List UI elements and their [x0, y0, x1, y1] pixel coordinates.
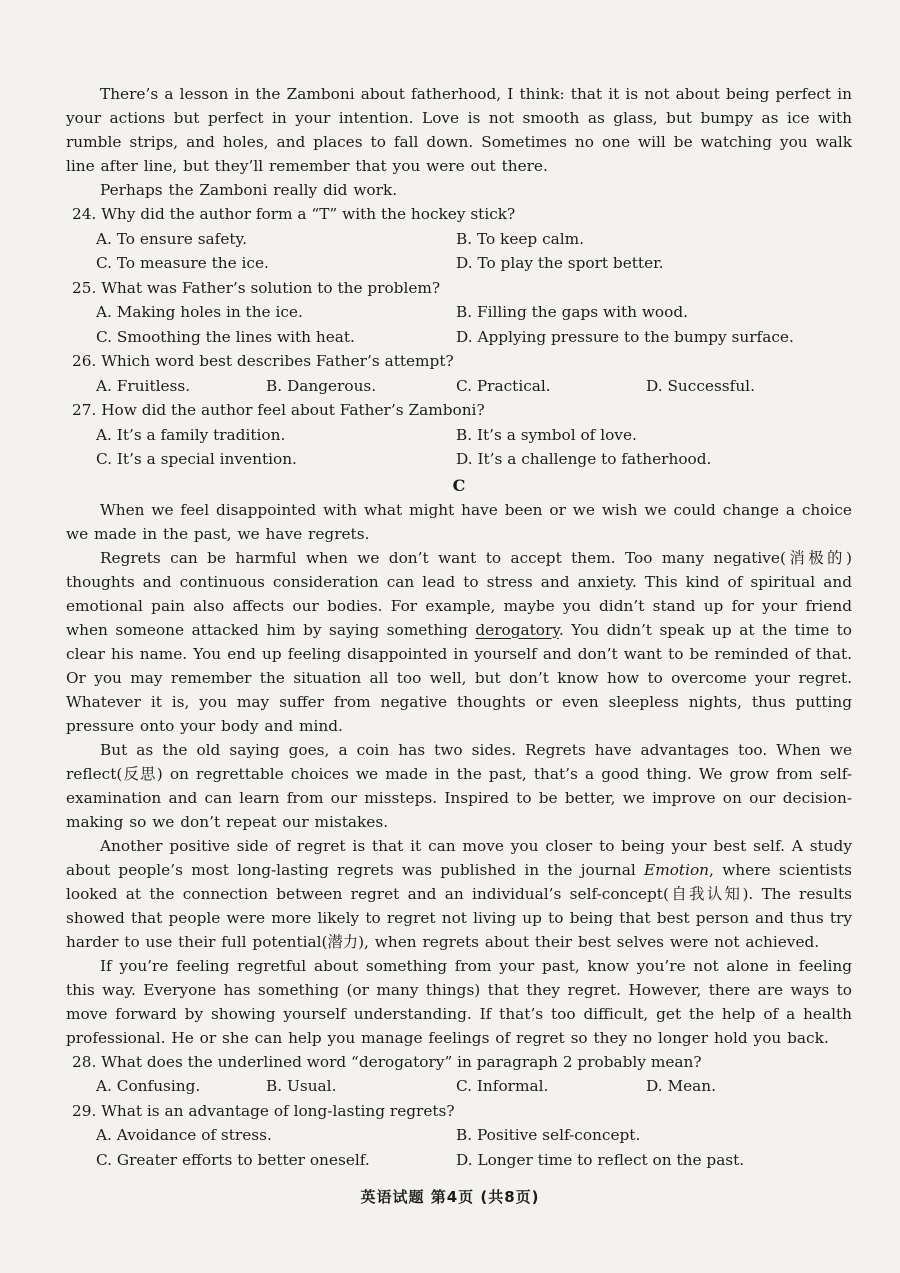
question-29: 29. What is an advantage of long-lasting regrets? [72, 1101, 455, 1120]
q27-option-c: C. It’s a special invention. [96, 450, 297, 468]
section-c-title: C [452, 475, 466, 495]
section-c-paragraph-3: But as the old saying goes, a coin has two sides. Regrets have advantages too. When we reflect(反思) on regrettable choices we made in the past, that’s a good thing. We grow from self-examination and can learn from our missteps. Inspired to be better, we improve on our decision-making so we don’t repeat our mistakes. [66, 740, 852, 831]
underlined-word-derogatory: derogatory [475, 620, 559, 639]
q29-option-a: A. Avoidance of stress. [96, 1126, 272, 1144]
q28-option-d: D. Mean. [646, 1077, 716, 1095]
question-28: 28. What does the underlined word “derogatory” in paragraph 2 probably mean? [72, 1052, 702, 1071]
q29-option-b: B. Positive self-concept. [456, 1126, 641, 1144]
section-c-paragraph-5: If you’re feeling regretful about something from your past, know you’re not alone in feeling this way. Everyone has something (or many things) that they regret. However, there are ways to move forward by showing yourself understanding. If that’s too difficult, get the help of a health professional. He or she can help you manage feelings of regret so they no longer hold you back. [66, 956, 852, 1047]
q28-option-c: C. Informal. [456, 1077, 549, 1095]
q26-option-d: D. Successful. [646, 376, 755, 395]
journal-name: Emotion [644, 860, 710, 879]
q24-option-a: A. To ensure safety. [96, 229, 247, 248]
q25-option-b: B. Filling the gaps with wood. [456, 303, 689, 321]
question-24: 24. Why did the author form a “T” with the hockey stick? [72, 205, 516, 223]
section-c-paragraph-2 [66, 546, 852, 738]
passage-b-final-line: Perhaps the Zamboni really did work. [100, 181, 398, 199]
q25-option-d: D. Applying pressure to the bumpy surface. [456, 327, 794, 346]
q26-option-c: C. Practical. [456, 376, 551, 395]
paragraph-4-text-after: , where scientists looked at the connection between regret and an individual’s self-concept(自我认知). The results showed that people were more likely to regret not living up to being that best person and thus try harder to use their full potential(潜力), when regrets about their best selves were not achieved. [66, 860, 852, 951]
q27-option-a: A. It’s a family tradition. [96, 425, 286, 444]
question-27: 27. How did the author feel about Father’s Zamboni? [72, 401, 485, 419]
passage-b-closing-paragraph: There’s a lesson in the Zamboni about fatherhood, I think: that it is not about being perfect in your actions but perfect in your intention. Love is not smooth as glass, but bumpy as ice with rumble strips, and holes, and places to fall down. Sometimes no one will be watching you walk line after line, but they’ll remember that you were out there. [66, 85, 852, 175]
q24-option-d: D. To play the sport better. [456, 254, 664, 272]
section-c-paragraph-1: When we feel disappointed with what might have been or we wish we could change a choice we made in the past, we have regrets. [66, 500, 852, 543]
q26-option-a: A. Fruitless. [96, 376, 191, 395]
question-29-options [66, 1123, 852, 1172]
paragraph-4-text-before: Another positive side of regret is that it can move you closer to being your best self. A study about people’s most long-lasting regrets was published in the journal [66, 836, 852, 879]
question-24-options [66, 227, 852, 276]
q27-option-d: D. It’s a challenge to fatherhood. [456, 450, 712, 468]
question-25-options [66, 300, 852, 349]
question-25: 25. What was Father’s solution to the problem? [72, 278, 441, 297]
q24-option-b: B. To keep calm. [456, 229, 585, 248]
q25-option-c: C. Smoothing the lines with heat. [96, 327, 355, 346]
q25-option-a: A. Making holes in the ice. [96, 303, 303, 321]
question-26: 26. Which word best describes Father’s attempt? [72, 352, 454, 370]
q27-option-b: B. It’s a symbol of love. [456, 425, 637, 444]
question-28-options [66, 1074, 852, 1099]
paragraph-2-text-after: . You didn’t speak up at the time to clear his name. You end up feeling disappointed in yourself and don’t want to be reminded of that. Or you may remember the situation all too well, but don’t know how to overcome your regret. Whatever it is, you may suffer from negative thoughts or even sleepless nights, thus putting pressure onto your body and mind. [66, 620, 852, 735]
q29-option-c: C. Greater efforts to better oneself. [96, 1150, 370, 1169]
q28-option-b: B. Usual. [266, 1077, 337, 1095]
question-26-options [66, 374, 852, 399]
q29-option-d: D. Longer time to reflect on the past. [456, 1150, 745, 1169]
page-footer: 英语试题 第4页 (共8页) [360, 1188, 540, 1206]
q28-option-a: A. Confusing. [96, 1077, 201, 1095]
paragraph-2-text-before: Regrets can be harmful when we don’t want to accept them. Too many negative(消极的) thoughts and continuous consideration can lead to stress and anxiety. This kind of spiritual and emotional pain also affects our bodies. For example, maybe you didn’t stand up for your friend when someone attacked him by saying something [66, 548, 852, 639]
q26-option-b: B. Dangerous. [266, 376, 377, 395]
q24-option-c: C. To measure the ice. [96, 254, 269, 272]
section-c-paragraph-4 [66, 834, 852, 954]
question-27-options [66, 423, 852, 472]
